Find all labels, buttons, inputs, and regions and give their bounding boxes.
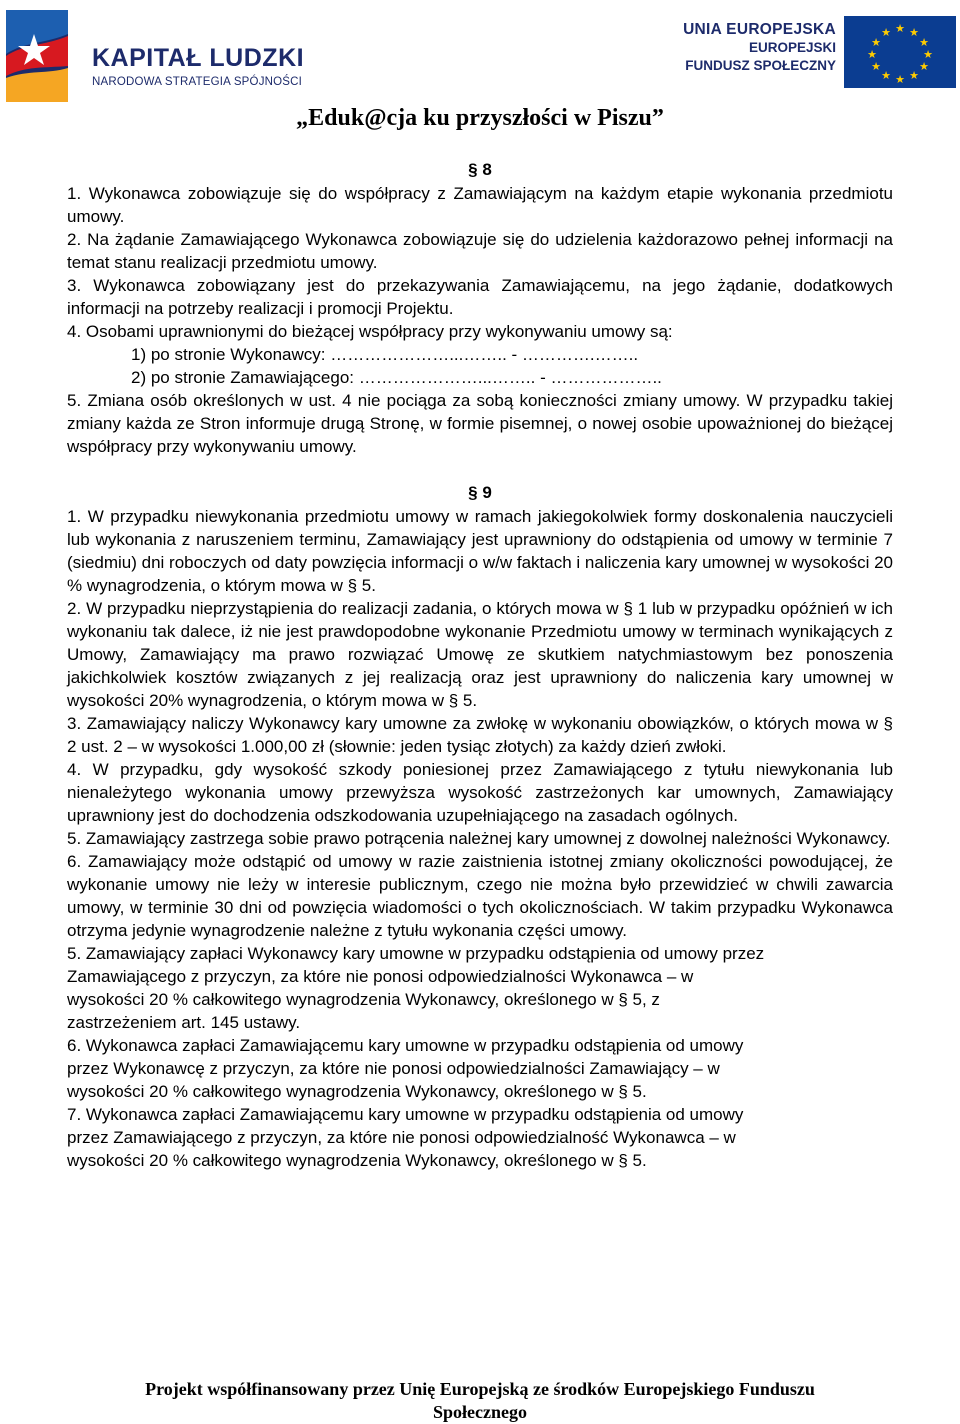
paragraph-line: przez Zamawiającego z przyczyn, za które nie ponosi odpowiedzialność Wykonawca – w bbox=[67, 1128, 736, 1147]
contractor-representative-line: 1) po stronie Wykonawcy: …………………...…….. - ………….…….. bbox=[131, 345, 639, 364]
paragraph-line: zastrzeżeniem art. 145 ustawy. bbox=[67, 1013, 301, 1032]
footer-line-2: Społecznego bbox=[433, 1402, 527, 1422]
page-footer bbox=[0, 1378, 960, 1424]
kapital-ludzki-logo bbox=[4, 6, 324, 106]
document-title: „Eduk@cja ku przyszłości w Piszu” bbox=[296, 105, 664, 131]
svg-text:★: ★ bbox=[895, 73, 905, 86]
section-9-paragraph-6: 6. Zamawiający może odstąpić od umowy w razie zaistnienia istotnej zmiany okoliczności powodującej, że wykonanie umowy nie leży w interesie publicznym, czego nie można było przewidzieć w chwili zawarcia umowy, w terminie 30 dni od powzięcia wiadomości o tych okolicznościach. W takim przypadku Wykonawca otrzyma jedynie wynagrodzenie należne z tytułu wykonania części umowy. bbox=[67, 852, 893, 940]
paragraph-line: wysokości 20 % całkowitego wynagrodzenia Wykonawcy, określonego w § 5. bbox=[67, 1082, 647, 1101]
section-9-paragraph-3: 3. Zamawiający naliczy Wykonawcy kary umowne za zwłokę w wykonaniu obowiązków, o których mowa w § 2 ust. 2 – w wysokości 1.000,00 zł (słownie: jeden tysiąc złotych) za każdy dzień zwłoki. bbox=[67, 714, 893, 756]
svg-text:★: ★ bbox=[919, 60, 929, 73]
section-8-heading: § 8 bbox=[468, 160, 492, 179]
svg-text:★: ★ bbox=[909, 26, 919, 39]
section-9-paragraph-1: 1. W przypadku niewykonania przedmiotu umowy w ramach jakiegokolwiek formy doskonalenia nauczycieli lub wykonania z naruszeniem terminu, Zamawiający jest uprawniony do odstąpienia od umowy w terminie 7 (siedmiu) dni roboczych od daty powzięcia informacji o w/w faktach i naliczenia kary umownej w wysokości 20 % wynagrodzenia, o którym mowa w § 5. bbox=[67, 507, 893, 595]
eu-logo-line2: EUROPEJSKI bbox=[748, 40, 836, 55]
svg-text:★: ★ bbox=[871, 60, 881, 73]
paragraph-line: 7. Wykonawca zapłaci Zamawiającemu kary umowne w przypadku odstąpienia od umowy bbox=[67, 1105, 744, 1124]
svg-text:★: ★ bbox=[871, 36, 881, 49]
section-8-paragraph-1: 1. Wykonawca zobowiązuje się do współpracy z Zamawiającym na każdym etapie wykonania przedmiotu umowy. bbox=[67, 184, 893, 226]
eu-logo-line3: FUNDUSZ SPOŁECZNY bbox=[685, 58, 836, 73]
section-9-paragraph-7 bbox=[67, 942, 893, 1034]
paragraph-line: Zamawiającego z przyczyn, za które nie ponosi odpowiedzialności Wykonawca – w bbox=[67, 967, 694, 986]
kapital-ludzki-title: KAPITAŁ LUDZKI bbox=[92, 44, 305, 72]
section-9-paragraph-2: 2. W przypadku nieprzystąpienia do realizacji zadania, o których mowa w § 1 lub w przypadku opóźnień w ich wykonaniu tak dalece, iż nie jest prawdopodobne wykonanie Przedmiotu umowy w terminach wynikających z Umowy, Zamawiający ma prawo rozwiązać Umowę ze skutkiem natychmiastowym bez ponoszenia jakichkolwiek kosztów związanych z jej realizacją oraz jest uprawniony do naliczenia kary umownej w wysokości 20% wynagrodzenia, o którym mowa w § 5. bbox=[67, 599, 893, 710]
paragraph-line: wysokości 20 % całkowitego wynagrodzenia Wykonawcy, określonego w § 5. bbox=[67, 1151, 647, 1170]
section-9-paragraph-5: 5. Zamawiający zastrzega sobie prawo potrącenia należnej kary umownej z dowolnej należności Wykonawcy. bbox=[67, 829, 891, 848]
footer-line-1: Projekt współfinansowany przez Unię Europejską ze środków Europejskiego Funduszu bbox=[145, 1379, 815, 1399]
section-8-paragraph-2: 2. Na żądanie Zamawiającego Wykonawca zobowiązuje się do udzielenia każdorazowo pełnej informacji na temat stanu realizacji przedmiotu umowy. bbox=[67, 230, 893, 272]
paragraph-line: 5. Zamawiający zapłaci Wykonawcy kary umowne w przypadku odstąpienia od umowy przez bbox=[67, 944, 765, 963]
eu-logo bbox=[684, 16, 956, 88]
ordering-party-representative-line: 2) po stronie Zamawiającego: …………………...…….. - ……………….. bbox=[131, 368, 662, 387]
paragraph-line: 6. Wykonawca zapłaci Zamawiającemu kary umowne w przypadku odstąpienia od umowy bbox=[67, 1036, 744, 1055]
document-body bbox=[67, 158, 893, 1172]
section-8-paragraph-5: 5. Zmiana osób określonych w ust. 4 nie pociąga za sobą konieczności zmiany umowy. W przypadku takiej zmiany każda ze Stron informuje drugą Stronę, w formie pisemnej, o nowej osobie upoważnionej do bieżącej współpracy przy wykonywaniu umowy. bbox=[67, 391, 893, 456]
svg-text:★: ★ bbox=[867, 48, 877, 61]
svg-text:★: ★ bbox=[895, 22, 905, 35]
section-8-paragraph-4: 4. Osobami uprawnionymi do bieżącej współpracy przy wykonywaniu umowy są: bbox=[67, 322, 673, 341]
section-9-paragraph-9 bbox=[67, 1103, 893, 1172]
kapital-ludzki-subtitle: NARODOWA STRATEGIA SPÓJNOŚCI bbox=[92, 76, 303, 88]
svg-text:★: ★ bbox=[923, 48, 933, 61]
svg-text:★: ★ bbox=[881, 26, 891, 39]
kapital-ludzki-emblem-icon bbox=[4, 6, 76, 106]
section-9-heading: § 9 bbox=[468, 483, 492, 502]
eu-logo-line1: UNIA EUROPEJSKA bbox=[683, 21, 836, 38]
paragraph-line: przez Wykonawcę z przyczyn, za które nie ponosi odpowiedzialności Zamawiający – w bbox=[67, 1059, 720, 1078]
eu-flag-icon bbox=[844, 16, 956, 88]
paragraph-line: wysokości 20 % całkowitego wynagrodzenia Wykonawcy, określonego w § 5, z bbox=[67, 990, 660, 1009]
svg-text:★: ★ bbox=[909, 69, 919, 82]
svg-text:★: ★ bbox=[881, 69, 891, 82]
section-9-paragraph-4: 4. W przypadku, gdy wysokość szkody poniesionej przez Zamawiającego z tytułu niewykonania lub nienależytego wykonania umowy przewyższa wysokość zastrzeżonych kar umownych, Zamawiający uprawniony jest do dochodzenia odszkodowania uzupełniającego na zasadach ogólnych. bbox=[67, 760, 893, 825]
section-9-paragraph-8 bbox=[67, 1034, 893, 1103]
section-8-paragraph-3: 3. Wykonawca zobowiązany jest do przekazywania Zamawiającemu, na jego żądanie, dodatkowych informacji na potrzeby realizacji i promocji Projektu. bbox=[67, 276, 893, 318]
svg-text:★: ★ bbox=[919, 36, 929, 49]
